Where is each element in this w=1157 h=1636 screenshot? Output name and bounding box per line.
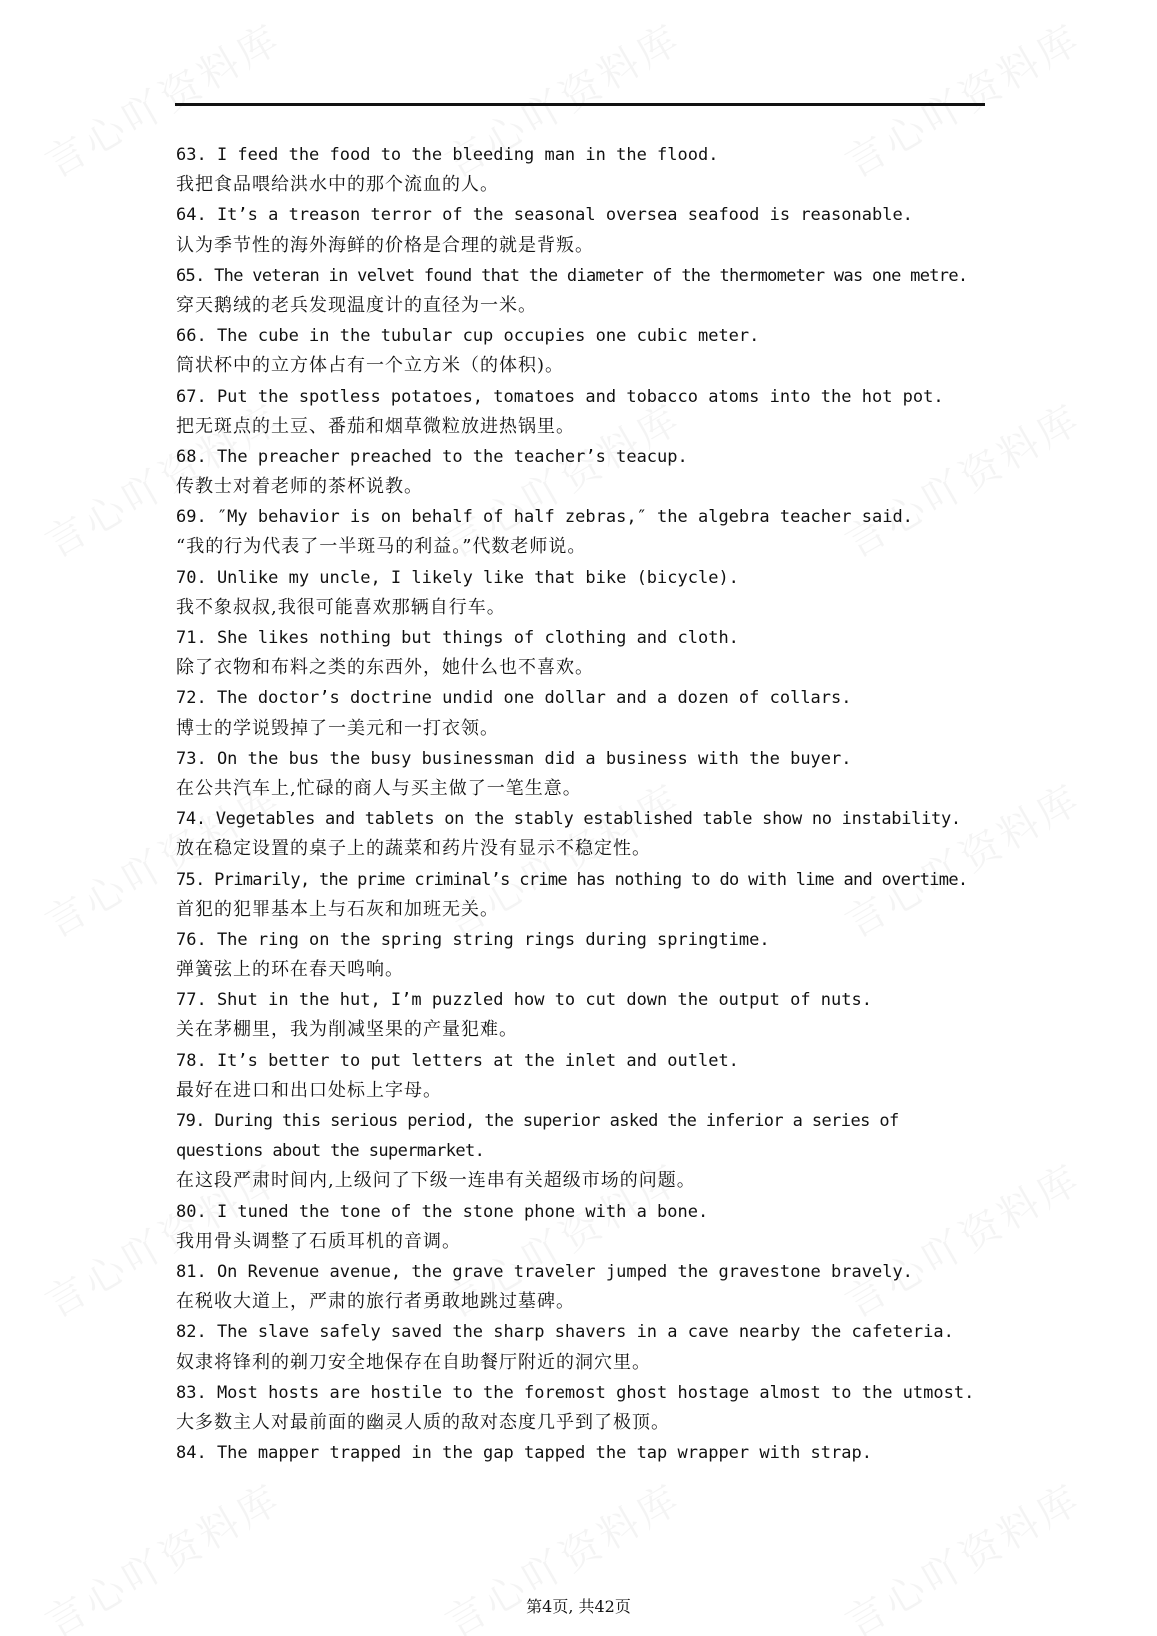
entry-english: 84. The mapper trapped in the gap tapped the tap wrapper with strap.	[176, 1443, 872, 1464]
entry-english: 73. On the bus the busy businessman did a business with the buyer.	[176, 748, 852, 769]
entry-english: 70. Unlike my uncle, I likely like that bike (bicycle).	[176, 567, 739, 588]
entry-chinese: 在税收大道上，严肃的旅行者勇敢地跳过墓碑。	[176, 1291, 575, 1313]
entry-chinese: 筒状杯中的立方体占有一个立方米（的体积)。	[176, 355, 565, 377]
entry-chinese: 除了衣物和布料之类的东西外，她什么也不喜欢。	[176, 657, 594, 679]
entry-chinese: 穿天鹅绒的老兵发现温度计的直径为一米。	[176, 294, 537, 316]
entry-english: 64. It’s a treason terror of the seasonal oversea seafood is reasonable.	[176, 205, 913, 226]
entry-english: 68. The preacher preached to the teacher’s teacup.	[176, 446, 688, 467]
entry-english: 81. On Revenue avenue, the grave traveler jumped the gravestone bravely.	[176, 1261, 913, 1282]
entry-chinese: 弹簧弦上的环在春天鸣响。	[176, 959, 404, 981]
entry-english: 83. Most hosts are hostile to the foremost ghost hostage almost to the utmost.	[176, 1382, 975, 1403]
entry-chinese: 放在稳定设置的桌子上的蔬菜和药片没有显示不稳定性。	[176, 838, 651, 860]
entry-chinese: 大多数主人对最前面的幽灵人质的敌对态度几乎到了极顶。	[176, 1411, 670, 1433]
entry-english: 78. It’s better to put letters at the inlet and outlet.	[176, 1050, 739, 1071]
entry-english: 77. Shut in the hut, I’m puzzled how to cut down the output of nuts.	[176, 990, 872, 1011]
entry-english: 75. Primarily, the prime criminal’s crime has nothing to do with lime and overtime.	[176, 869, 968, 890]
entry-chinese: 博士的学说毁掉了一美元和一打衣领。	[176, 717, 499, 739]
entry-english: 72. The doctor’s doctrine undid one dollar and a dozen of collars.	[176, 688, 852, 709]
entry-english: 80. I tuned the tone of the stone phone with a bone.	[176, 1201, 709, 1222]
entry-english: 66. The cube in the tubular cup occupies one cubic meter.	[176, 326, 760, 347]
entry-chinese: 最好在进口和出口处标上字母。	[176, 1079, 442, 1101]
entry-chinese: “我的行为代表了一半斑马的利益。”代数老师说。	[176, 536, 587, 558]
entry-chinese: 我把食品喂给洪水中的那个流血的人。	[176, 174, 499, 196]
entry-chinese: 在这段严肃时间内,上级问了下级一连串有关超级市场的问题。	[176, 1170, 696, 1192]
entry-chinese: 我不象叔叔,我很可能喜欢那辆自行车。	[176, 596, 506, 618]
entry-chinese: 传教士对着老师的茶杯说教。	[176, 476, 423, 498]
entry-chinese: 认为季节性的海外海鲜的价格是合理的就是背叛。	[176, 234, 594, 256]
entry-english: 71. She likes nothing but things of clothing and cloth.	[176, 628, 739, 648]
entry-chinese: 关在茅棚里，我为削减坚果的产量犯难。	[176, 1019, 518, 1041]
entry-english: 65. The veteran in velvet found that the diameter of the thermometer was one metre.	[176, 265, 968, 286]
page-number: 第4页, 共42页	[526, 1597, 631, 1616]
entry-english: 82. The slave safely saved the sharp shavers in a cave nearby the cafeteria.	[176, 1322, 954, 1343]
entry-english: 67. Put the spotless potatoes, tomatoes and tobacco atoms into the hot pot.	[176, 386, 944, 407]
entry-chinese: 在公共汽车上,忙碌的商人与买主做了一笔生意。	[176, 777, 582, 799]
entry-chinese: 奴隶将锋利的剃刀安全地保存在自助餐厅附近的洞穴里。	[176, 1351, 651, 1373]
entry-english: 63. I feed the food to the bleeding man in the flood.	[176, 145, 719, 165]
entry-english: 76. The ring on the spring string rings during springtime.	[176, 929, 770, 950]
document-body	[176, 140, 991, 1468]
entry-chinese: 我用骨头调整了石质耳机的音调。	[176, 1230, 461, 1252]
entry-english: 79. During this serious period, the superior asked the inferior a series of questions about the supermarket.	[176, 1111, 899, 1162]
entry-chinese: 把无斑点的土豆、番茄和烟草微粒放进热锅里。	[176, 415, 575, 437]
header-rule	[175, 103, 985, 106]
entry-english: 74. Vegetables and tablets on the stably established table show no instability.	[176, 809, 961, 830]
entry-chinese: 首犯的犯罪基本上与石灰和加班无关。	[176, 898, 499, 920]
entry-english: 69. ″My behavior is on behalf of half zebras,″ the algebra teacher said.	[176, 507, 913, 528]
